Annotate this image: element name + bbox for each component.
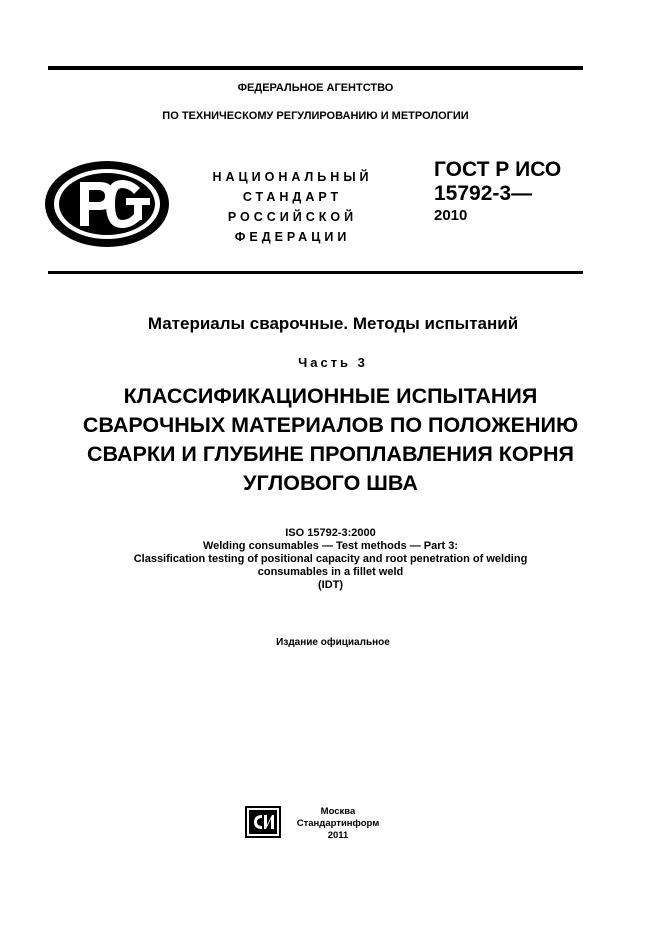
designation-year: 2010: [434, 207, 468, 224]
standard-designation: [434, 158, 561, 226]
agency-line-1: ФЕДЕРАЛЬНОЕ АГЕНТСТВО: [237, 82, 394, 94]
standard-type: [190, 167, 395, 247]
agency-line-2: ПО ТЕХНИЧЕСКОМУ РЕГУЛИРОВАНИЮ И МЕТРОЛОГИИ: [162, 110, 469, 122]
designation-line-1: ГОСТ Р ИСО: [434, 158, 562, 181]
publisher-city: Москва: [320, 806, 356, 817]
main-title-line-3: СВАРКИ И ГЛУБИНЕ ПРОПЛАВЛЕНИЯ КОРНЯ: [87, 442, 574, 466]
part-title: Часть 3: [298, 355, 368, 370]
publisher-year: 2011: [327, 830, 349, 841]
publisher: [288, 806, 388, 842]
main-title-line-1: КЛАССИФИКАЦИОННЫЕ ИСПЫТАНИЯ: [123, 384, 538, 408]
main-title-line-2: СВАРОЧНЫХ МАТЕРИАЛОВ ПО ПОЛОЖЕНИЮ: [82, 413, 579, 437]
standartinform-logo-icon: [245, 806, 281, 838]
iso-line-3: consumables in a fillet weld: [257, 566, 404, 578]
standard-type-line-3: РОССИЙСКОЙ: [227, 210, 358, 224]
standard-type-line-4: ФЕДЕРАЦИИ: [234, 230, 351, 244]
edition-note: Издание официальное: [276, 637, 390, 648]
general-title: Материалы сварочные. Методы испытаний: [147, 314, 519, 333]
top-rule: [48, 66, 583, 70]
main-title-line-4: УГЛОВОГО ШВА: [243, 471, 418, 495]
designation-line-2: 15792-3—: [434, 182, 533, 205]
standard-type-line-2: СТАНДАРТ: [242, 190, 343, 204]
main-title: [30, 382, 631, 498]
publisher-name: Стандартинформ: [296, 818, 380, 829]
standard-type-line-1: НАЦИОНАЛЬНЫЙ: [212, 170, 373, 184]
iso-line-1: Welding consumables — Test methods — Part 3:: [202, 540, 459, 552]
middle-rule: [48, 271, 583, 274]
iso-idt: (IDT): [317, 579, 344, 591]
iso-line-2: Classification testing of positional capacity and root penetration of welding: [133, 553, 528, 565]
iso-code: ISO 15792-3:2000: [285, 527, 376, 539]
iso-reference: [30, 527, 631, 592]
rst-emblem-icon: [42, 158, 172, 250]
